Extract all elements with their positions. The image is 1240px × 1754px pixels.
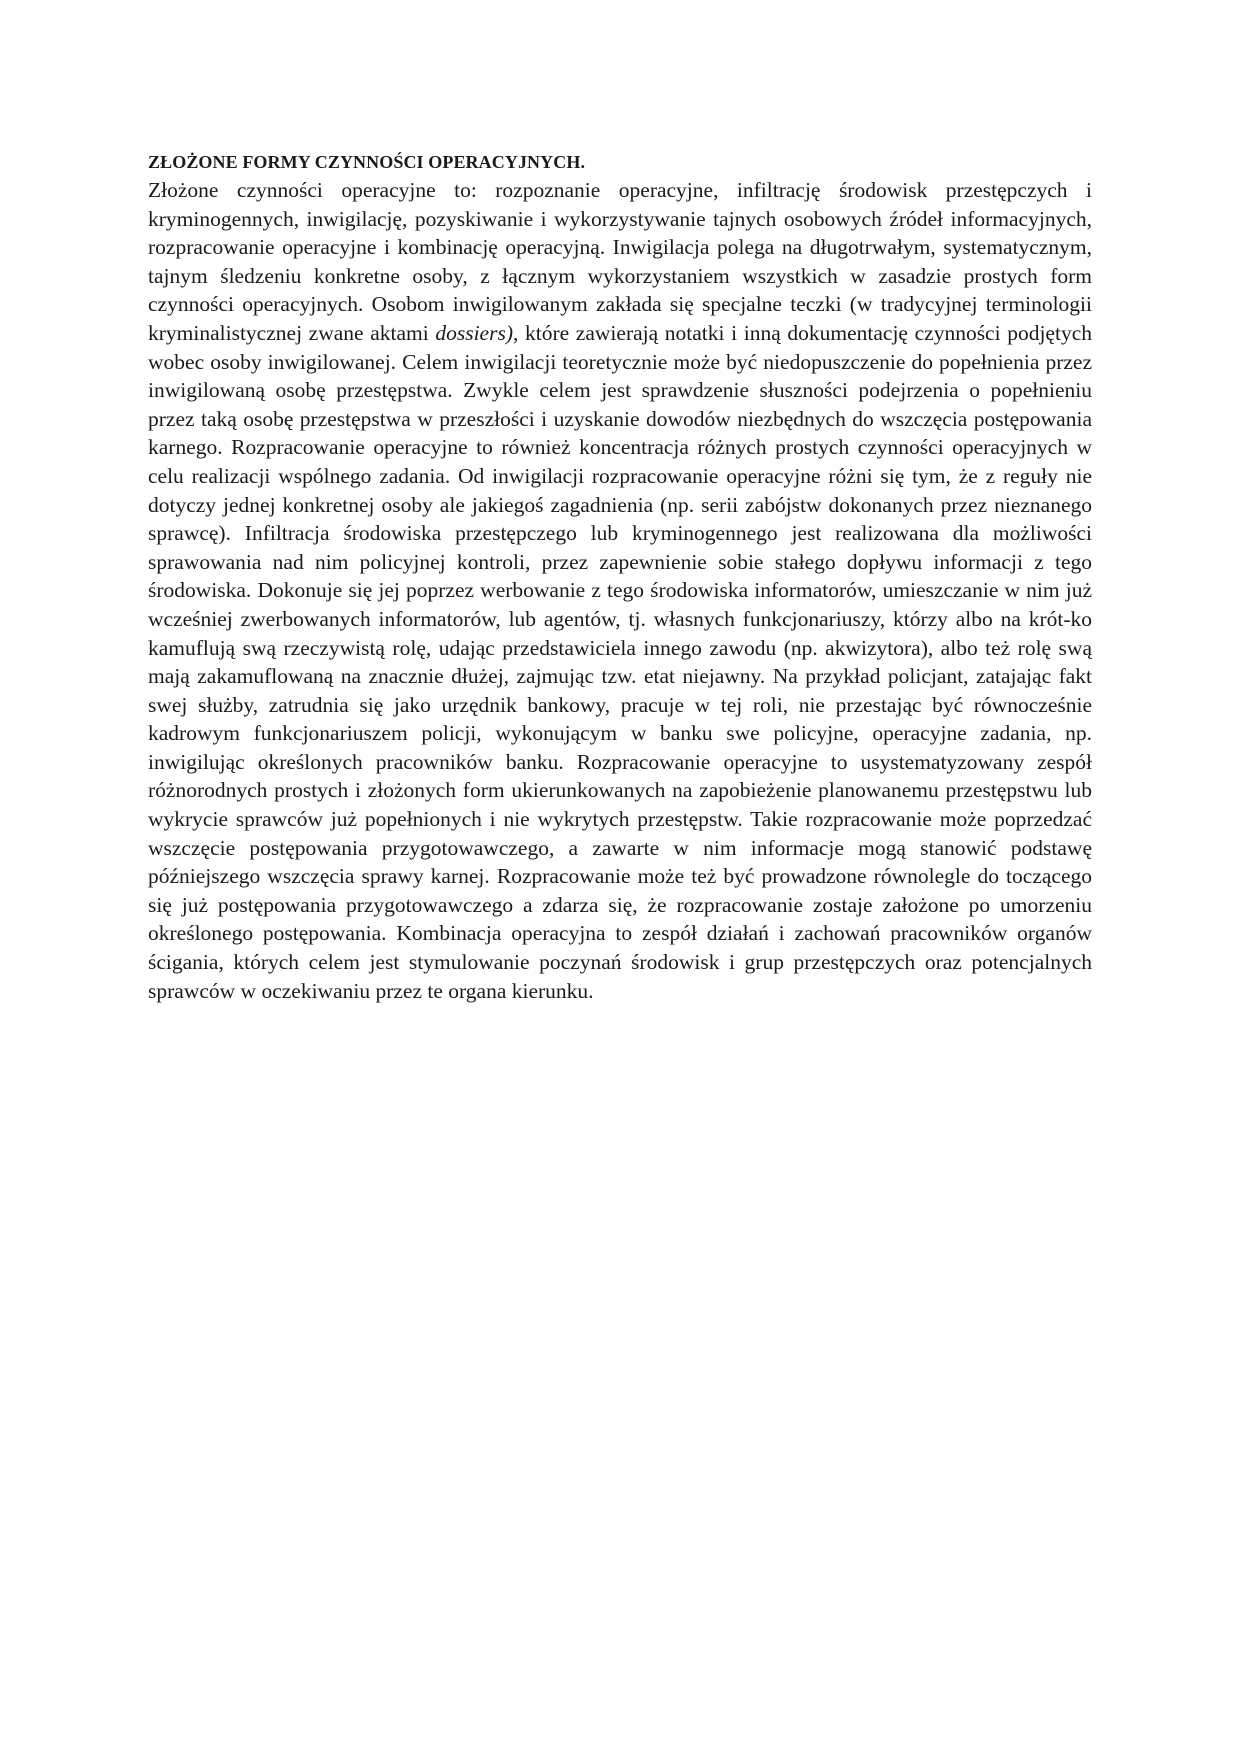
- body-paragraph: [148, 176, 1092, 1005]
- paragraph-text-before-term: Złożone czynności operacyjne to: rozpoznanie operacyjne, infiltrację środowisk przestępczych i kryminogennych, inwigilację, pozyskiwanie i wykorzystywanie tajnych osobowych źródeł informacyjnych, rozpracowanie operacyjne i kombinację operacyjną. Inwigilacja polega na długotrwałym, systematycznym, tajnym śledzeniu konkretne osoby, z łącznym wykorzystaniem wszystkich w zasadzie prostych form czynności operacyjnych. Osobom inwigilowanym zakłada się specjalne teczki (w tradycyjnej terminologii kryminalistycznej zwane aktami: [148, 178, 1092, 345]
- document-content: [148, 148, 1092, 1005]
- paragraph-text-after-term: , które zawierają notatki i inną dokumentację czynności podjętych wobec osoby inwigilowanej. Celem inwigilacji teoretycznie może być niedopuszczenie do popełnienia przez inwigilowaną osobę przestępstwa. Zwykle celem jest sprawdzenie słuszności podejrzenia o popełnieniu przez taką osobę przestępstwa w przeszłości i uzyskanie dowodów niezbędnych do wszczęcia postępowania karnego. Rozpracowanie operacyjne to również koncentracja różnych prostych czynności operacyjnych w celu realizacji wspólnego zadania. Od inwigilacji rozpracowanie operacyjne różni się tym, że z reguły nie dotyczy jednej konkretnej osoby ale jakiegoś zagadnienia (np. serii zabójstw dokonanych przez nieznanego sprawcę). Infiltracja środowiska przestępczego lub kryminogennego jest realizowana dla możliwości sprawowania nad nim policyjnej kontroli, przez zapewnienie sobie stałego dopływu informacji z tego środowiska. Dokonuje się jej poprzez werbowanie z tego środowiska informatorów, umieszczanie w nim już wcześniej zwerbowanych informatorów, lub agentów, tj. własnych funkcjonariuszy, którzy albo na krót-ko kamuflują swą rzeczywistą rolę, udając przedstawiciela innego zawodu (np. akwizytora), albo też rolę swą mają zakamuflowaną na znacznie dłużej, zajmując tzw. etat niejawny. Na przykład policjant, zatajając fakt swej służby, zatrudnia się jako urzędnik bankowy, pracuje w tej roli, nie przestając być równocześnie kadrowym funkcjonariuszem policji, wykonującym w banku swe policyjne, operacyjne zadania, np. inwigilując określonych pracowników banku. Rozpracowanie operacyjne to usystematyzowany zespół różnorodnych prostych i złożonych form ukierunkowanych na zapobieżenie planowanemu przestępstwu lub wykrycie sprawców już popełnionych i nie wykrytych przestępstw. Takie rozpracowanie może poprzedzać wszczęcie postępowania przygotowawczego, a zawarte w nim informacje mogą stanowić podstawę późniejszego wszczęcia sprawy karnej. Rozpracowanie może też być prowadzone równolegle do toczącego się już postępowania przygotowawczego a zdarza się, że rozpracowanie zostaje założone po umorzeniu określonego postępowania. Kombinacja operacyjna to zespół działań i zachowań pracowników organów ścigania, których celem jest stymulowanie poczynań środowisk i grup przestępczych oraz potencjalnych sprawców w oczekiwaniu przez te organa kierunku.: [148, 320, 1092, 1003]
- italic-term-dossiers: dossiers): [435, 320, 513, 345]
- document-title: ZŁOŻONE FORMY CZYNNOŚCI OPERACYJNYCH.: [148, 152, 586, 172]
